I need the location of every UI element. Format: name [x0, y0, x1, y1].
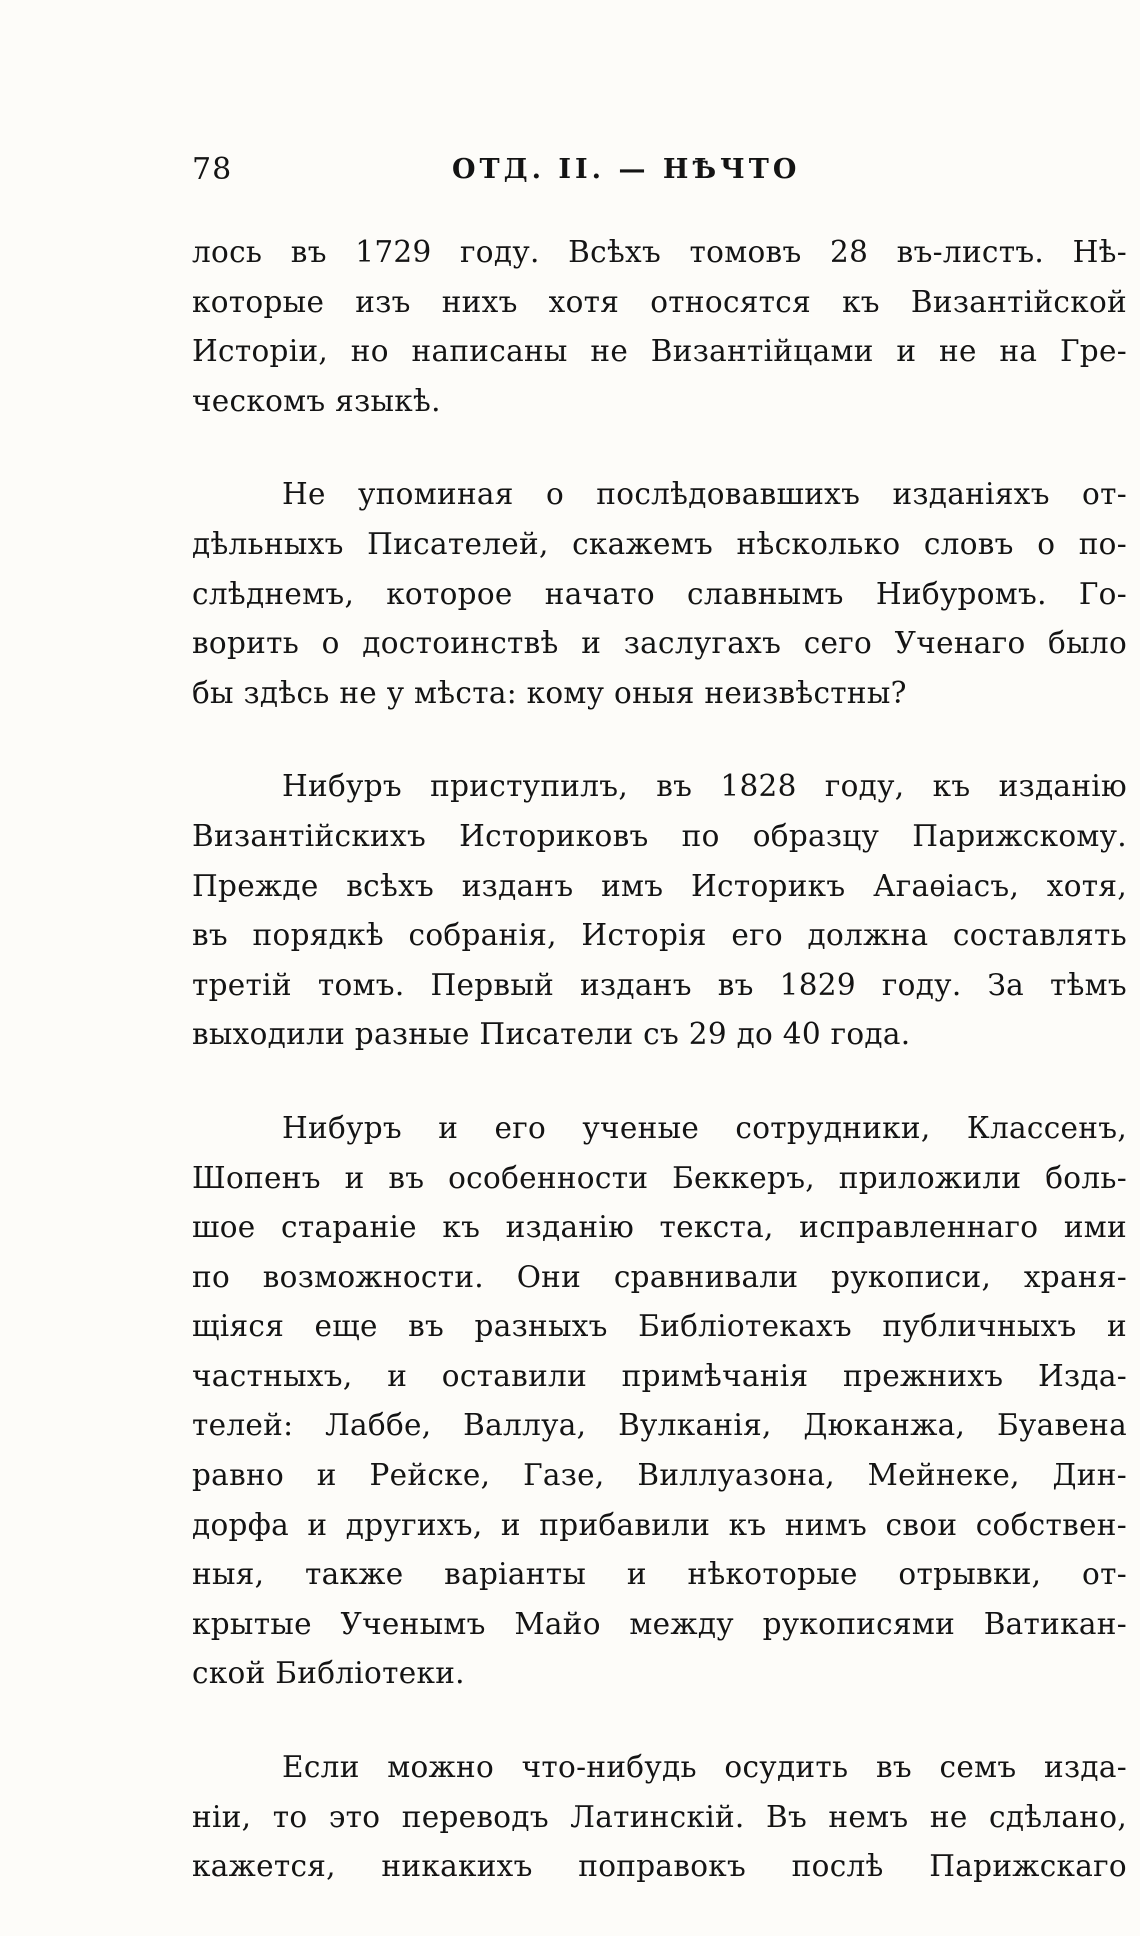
text-line: ской Библіотеки.: [192, 1656, 465, 1691]
text-line: Прежде всѣхъ изданъ имъ Историкъ Агаѳіасъ, хотя,: [192, 868, 1127, 903]
text-line: которые изъ нихъ хотя относятся къ Византійской: [192, 284, 1127, 319]
text-line: лось въ 1729 году. Всѣхъ томовъ 28 въ-листъ. Нѣ-: [192, 235, 1127, 269]
text-line: слѣднемъ, которое начато славнымъ Нибуромъ. Го-: [192, 576, 1127, 611]
paragraph: [192, 762, 1127, 1060]
text-line: Если можно что-нибудь осудить въ семъ изда-: [282, 1750, 1127, 1785]
text-line: по возможности. Они сравнивали рукописи, храня-: [192, 1259, 1127, 1294]
text-line: въ порядкѣ собранія, Исторія его должна составлять: [192, 918, 1127, 953]
text-line: ворить о достоинствѣ и заслугахъ сего Ученаго было: [192, 626, 1127, 661]
text-line: Нибуръ приступилъ, въ 1828 году, къ изданію: [282, 769, 1127, 804]
text-line: щіяся еще въ разныхъ Библіотекахъ публичныхъ и: [192, 1309, 1127, 1344]
text-line: шое стараніе къ изданію текста, исправленнаго ими: [192, 1210, 1127, 1245]
text-line: Шопенъ и въ особенности Беккеръ, приложили боль-: [192, 1160, 1127, 1195]
running-head: ОТД. II. — НѢЧТО: [452, 154, 801, 185]
text-line: бы здѣсь не у мѣста: кому оныя неизвѣстны?: [192, 675, 907, 710]
text-line: кажется, никакихъ поправокъ послѣ Парижскаго: [192, 1849, 1127, 1884]
text-line: Нибуръ и его ученые сотрудники, Классенъ,: [282, 1110, 1127, 1145]
paragraph: [192, 1743, 1127, 1892]
text-line: дорфа и другихъ, и прибавили къ нимъ свои собствен-: [192, 1507, 1127, 1542]
paragraph: [192, 1104, 1127, 1699]
text-line: частныхъ, и оставили примѣчанія прежнихъ Изда-: [192, 1358, 1127, 1393]
text-line: ніи, то это переводъ Латинскій. Въ немъ не сдѣлано,: [192, 1799, 1127, 1834]
text-line: выходили разные Писатели съ 29 до 40 года.: [192, 1017, 911, 1052]
text-line: Не упоминая о послѣдовавшихъ изданіяхъ от-: [282, 477, 1127, 512]
paragraph: [192, 470, 1127, 718]
page-header: [192, 152, 1132, 202]
paragraph: [192, 228, 1127, 426]
text-line: ческомъ языкѣ.: [192, 383, 441, 418]
text-line: равно и Рейске, Газе, Виллуазона, Мейнеке, Дин-: [192, 1458, 1127, 1493]
text-line: ныя, также варіанты и нѣкоторые отрывки, от-: [192, 1557, 1127, 1592]
text-line: крытые Ученымъ Майо между рукописями Ватикан-: [192, 1606, 1127, 1641]
text-line: Исторіи, но написаны не Византійцами и не на Гре-: [192, 334, 1127, 369]
text-line: телей: Лаббе, Валлуа, Вулканія, Дюканжа, Буавена: [192, 1408, 1127, 1443]
text-line: Византійскихъ Историковъ по образцу Парижскому.: [192, 818, 1127, 853]
text-line: третій томъ. Первый изданъ въ 1829 году. За тѣмъ: [192, 967, 1127, 1002]
page-number: 78: [192, 152, 233, 187]
body-text: [192, 228, 1127, 1936]
text-line: дѣльныхъ Писателей, скажемъ нѣсколько словъ о по-: [192, 526, 1127, 561]
